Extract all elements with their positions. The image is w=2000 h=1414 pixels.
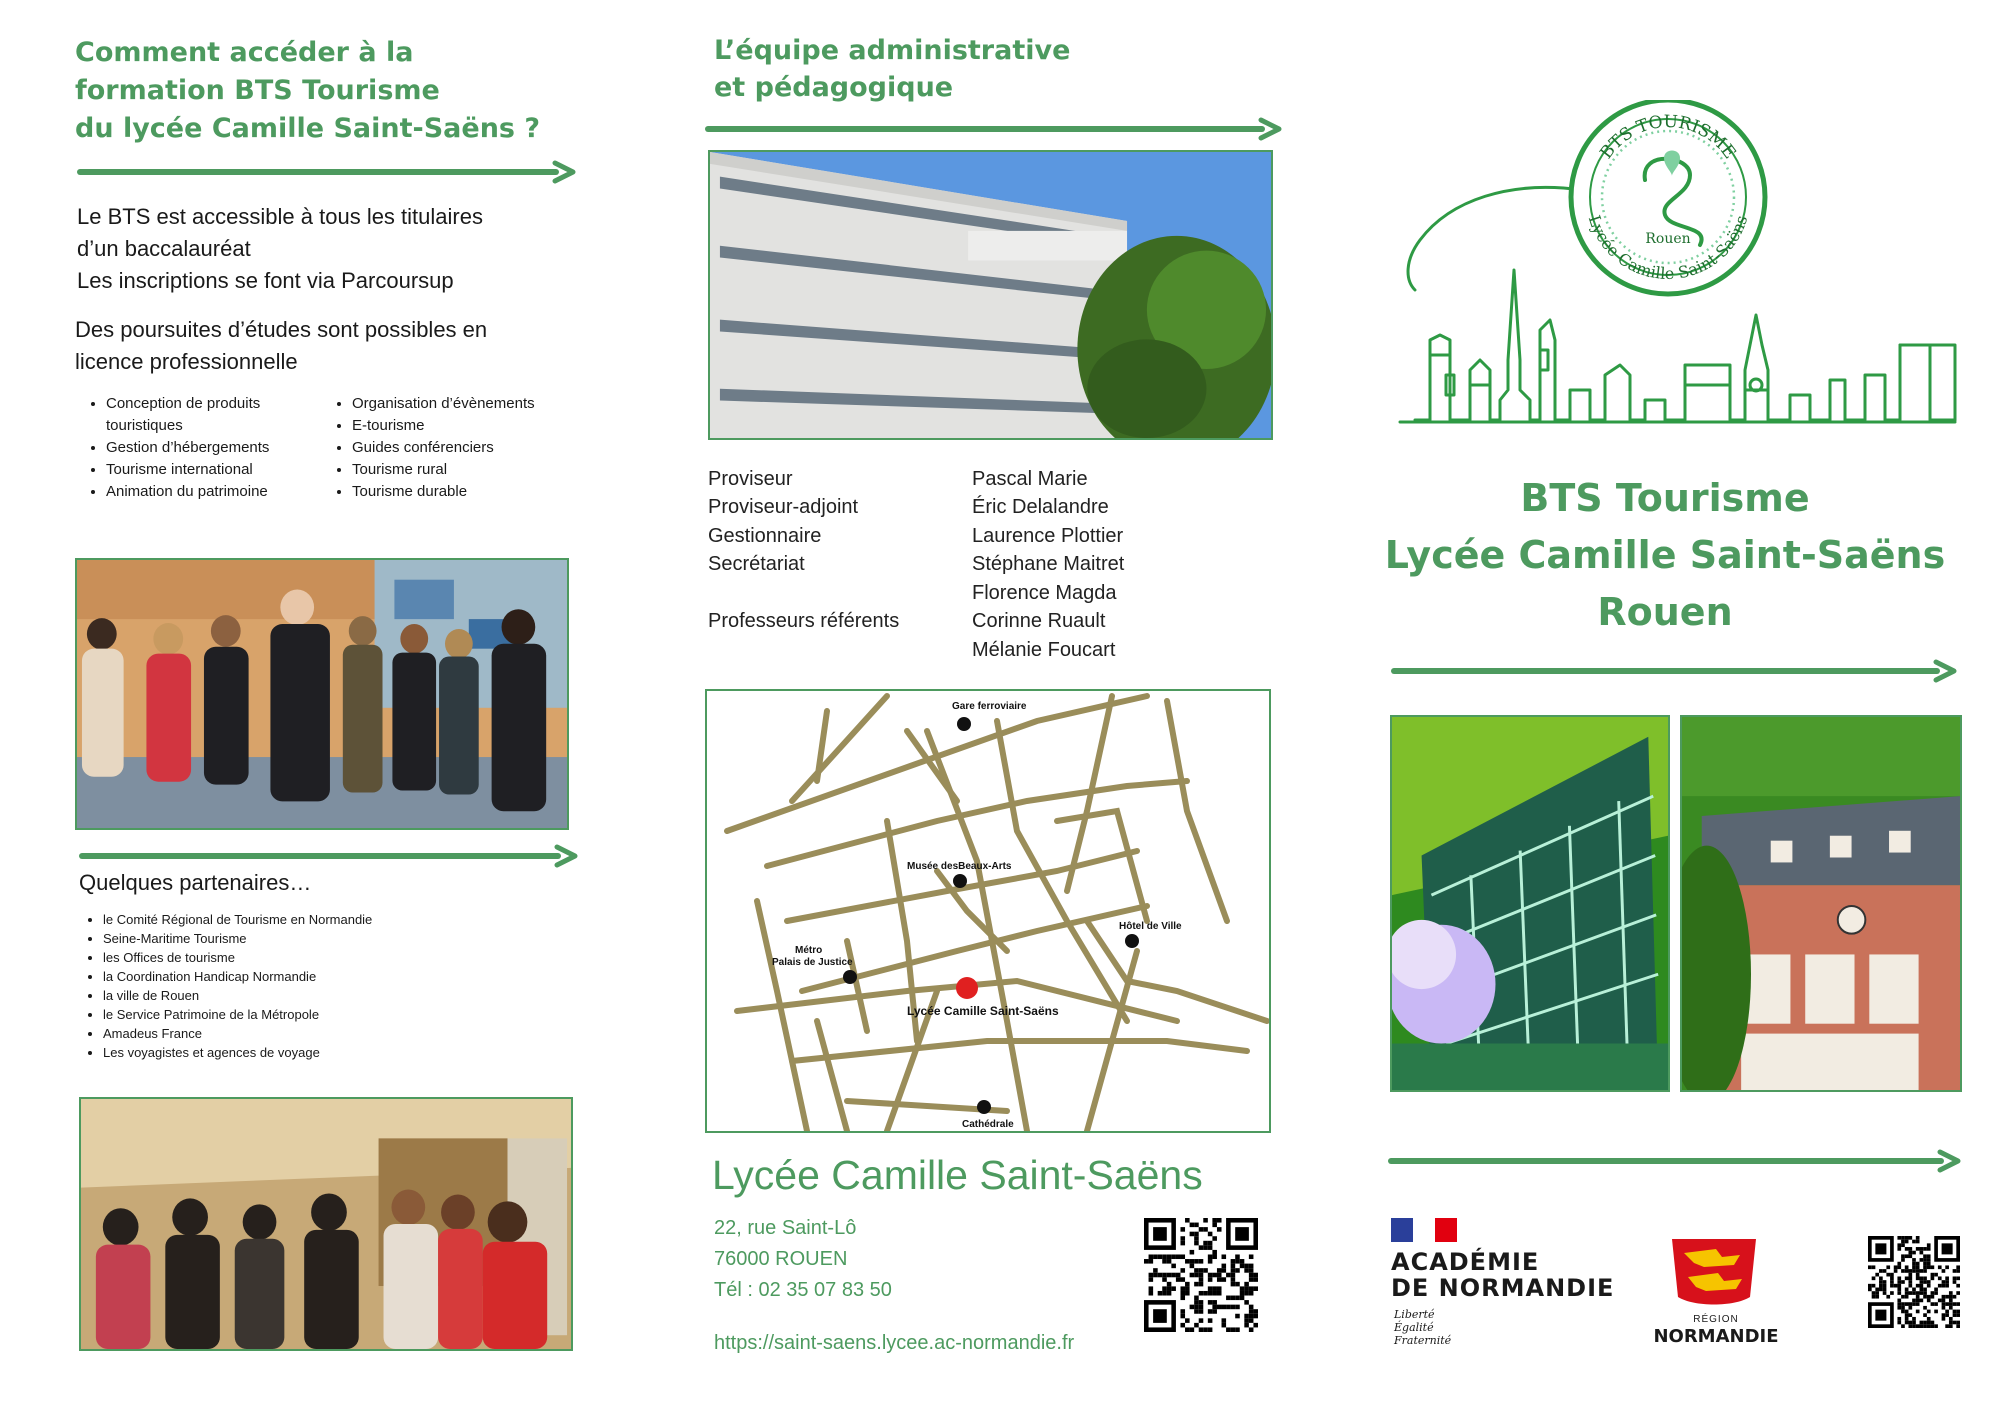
map-label-musee: Musée desBeaux-Arts	[907, 861, 1012, 872]
team-title	[714, 32, 1070, 106]
access-line: Le BTS est accessible à tous les titulaires	[77, 204, 483, 229]
qr-code-website[interactable]	[1144, 1218, 1258, 1332]
staff-name: Pascal Marie	[972, 468, 1088, 490]
list-item: • Gestion d’hébergements	[106, 437, 336, 459]
staff-name: Mélanie Foucart	[972, 639, 1116, 661]
contact-block	[714, 1213, 892, 1306]
list-item: • Tourisme rural	[352, 459, 552, 481]
access-text	[77, 201, 483, 297]
continuation-text	[75, 314, 487, 378]
logo-city-text: Rouen	[1645, 231, 1691, 247]
phone-number: Tél : 02 35 07 83 50	[714, 1279, 892, 1301]
arrow-divider	[1388, 1149, 1962, 1173]
team-title-line: L’équipe administrative	[714, 35, 1071, 66]
arrow-divider	[79, 844, 579, 868]
staff-role: Gestionnaire	[708, 525, 822, 547]
map-label-lycee: Lycée Camille Saint-Saëns	[907, 1004, 1059, 1018]
map-label-gare: Gare ferroviaire	[952, 701, 1027, 712]
visit-photo	[79, 1097, 573, 1351]
region-normandie-logo	[1646, 1235, 1786, 1345]
team-title-line: et pédagogique	[714, 72, 954, 103]
list-item: • Amadeus France	[103, 1024, 603, 1043]
school-name: Lycée Camille Saint-Saëns	[712, 1152, 1203, 1198]
staff-role: Proviseur	[708, 468, 793, 490]
list-item: • le Comité Régional de Tourisme en Normandie	[103, 910, 603, 929]
main-title	[1330, 470, 2000, 641]
continuation-line: Des poursuites d’études sont possibles en	[75, 317, 488, 342]
main-title-line: BTS Tourisme	[1520, 476, 1810, 520]
lycee-marker	[956, 977, 978, 999]
studies-list-col2	[322, 393, 552, 503]
list-item: • E-tourisme	[352, 415, 552, 437]
motto-line: Liberté	[1394, 1308, 1435, 1321]
arrow-divider	[705, 117, 1283, 141]
list-item: • Guides conférenciers	[352, 437, 552, 459]
list-item: • Tourisme durable	[352, 481, 552, 503]
building-photo	[708, 150, 1273, 440]
access-line: d’un baccalauréat	[77, 236, 251, 261]
staff-name: Corinne Ruault	[972, 610, 1106, 632]
republic-motto	[1394, 1308, 1451, 1347]
students-photo	[75, 558, 569, 830]
academie-logo	[1391, 1218, 1621, 1348]
school-photo-modern	[1390, 715, 1670, 1092]
list-item: • Les voyagistes et agences de voyage	[103, 1043, 603, 1062]
list-item: • Tourisme international	[106, 459, 336, 481]
list-item: • les Offices de tourisme	[103, 948, 603, 967]
list-item: • Conception de produits touristiques	[106, 393, 336, 437]
left-title-line: du lycée Camille Saint-Saëns ?	[75, 113, 541, 144]
map-label-cathedrale: Cathédrale	[962, 1119, 1014, 1130]
lions-shield-icon	[1664, 1235, 1764, 1311]
region-small-text: RÉGION	[1693, 1314, 1739, 1325]
website-link[interactable]: https://saint-saens.lycee.ac-normandie.fr	[714, 1332, 1075, 1354]
school-photo-historic	[1680, 715, 1962, 1092]
list-item: • Animation du patrimoine	[106, 481, 336, 503]
staff-name: Stéphane Maitret	[972, 553, 1125, 575]
map-label-palais: Palais de Justice	[772, 957, 853, 968]
list-item: • Seine-Maritime Tourisme	[103, 929, 603, 948]
staff-name: Florence Magda	[972, 582, 1117, 604]
map-label-hotel: Hôtel de Ville	[1119, 921, 1182, 932]
address-line: 22, rue Saint-Lô	[714, 1217, 857, 1239]
left-title-line: Comment accéder à la	[75, 37, 414, 68]
access-line: Les inscriptions se font via Parcoursup	[77, 268, 454, 293]
bts-logo	[1390, 100, 1960, 440]
arrow-divider	[77, 160, 577, 184]
staff-role: Secrétariat	[708, 553, 805, 575]
list-item: • la Coordination Handicap Normandie	[103, 967, 603, 986]
address-city: 76000 ROUEN	[714, 1248, 848, 1270]
street-map	[705, 689, 1271, 1133]
left-title-line: formation BTS Tourisme	[75, 75, 440, 106]
left-title	[75, 34, 540, 148]
qr-code-right[interactable]	[1868, 1236, 1960, 1328]
academie-line-2: DE NORMANDIE	[1391, 1274, 1615, 1302]
logo-bottom-text: Lycée Camille Saint-Saëns	[1584, 212, 1752, 284]
arrow-divider	[1391, 659, 1958, 683]
region-big-text: NORMANDIE	[1653, 1326, 1779, 1347]
marianne-flag-icon	[1391, 1218, 1457, 1242]
academie-line-1: ACADÉMIE	[1391, 1248, 1540, 1276]
partners-list	[73, 910, 603, 1062]
staff-role: Professeurs référents	[708, 610, 900, 632]
motto-line: Égalité	[1394, 1321, 1434, 1334]
staff-name: Éric Delalandre	[972, 496, 1109, 518]
main-title-line: Rouen	[1597, 590, 1733, 634]
motto-line: Fraternité	[1394, 1334, 1452, 1347]
list-item: • le Service Patrimoine de la Métropole	[103, 1005, 603, 1024]
list-item: • la ville de Rouen	[103, 986, 603, 1005]
list-item: • Organisation d’évènements	[352, 393, 552, 415]
map-label-metro: Métro	[795, 945, 823, 956]
logo-top-text: BTS TOURISME	[1596, 111, 1740, 163]
map-roads	[707, 691, 1269, 1131]
continuation-line: licence professionnelle	[75, 349, 298, 374]
partners-title: Quelques partenaires…	[79, 870, 312, 895]
staff-role: Proviseur-adjoint	[708, 496, 859, 518]
staff-name: Laurence Plottier	[972, 525, 1124, 547]
studies-list-col1	[76, 393, 336, 503]
main-title-line: Lycée Camille Saint-Saëns	[1384, 533, 1946, 577]
